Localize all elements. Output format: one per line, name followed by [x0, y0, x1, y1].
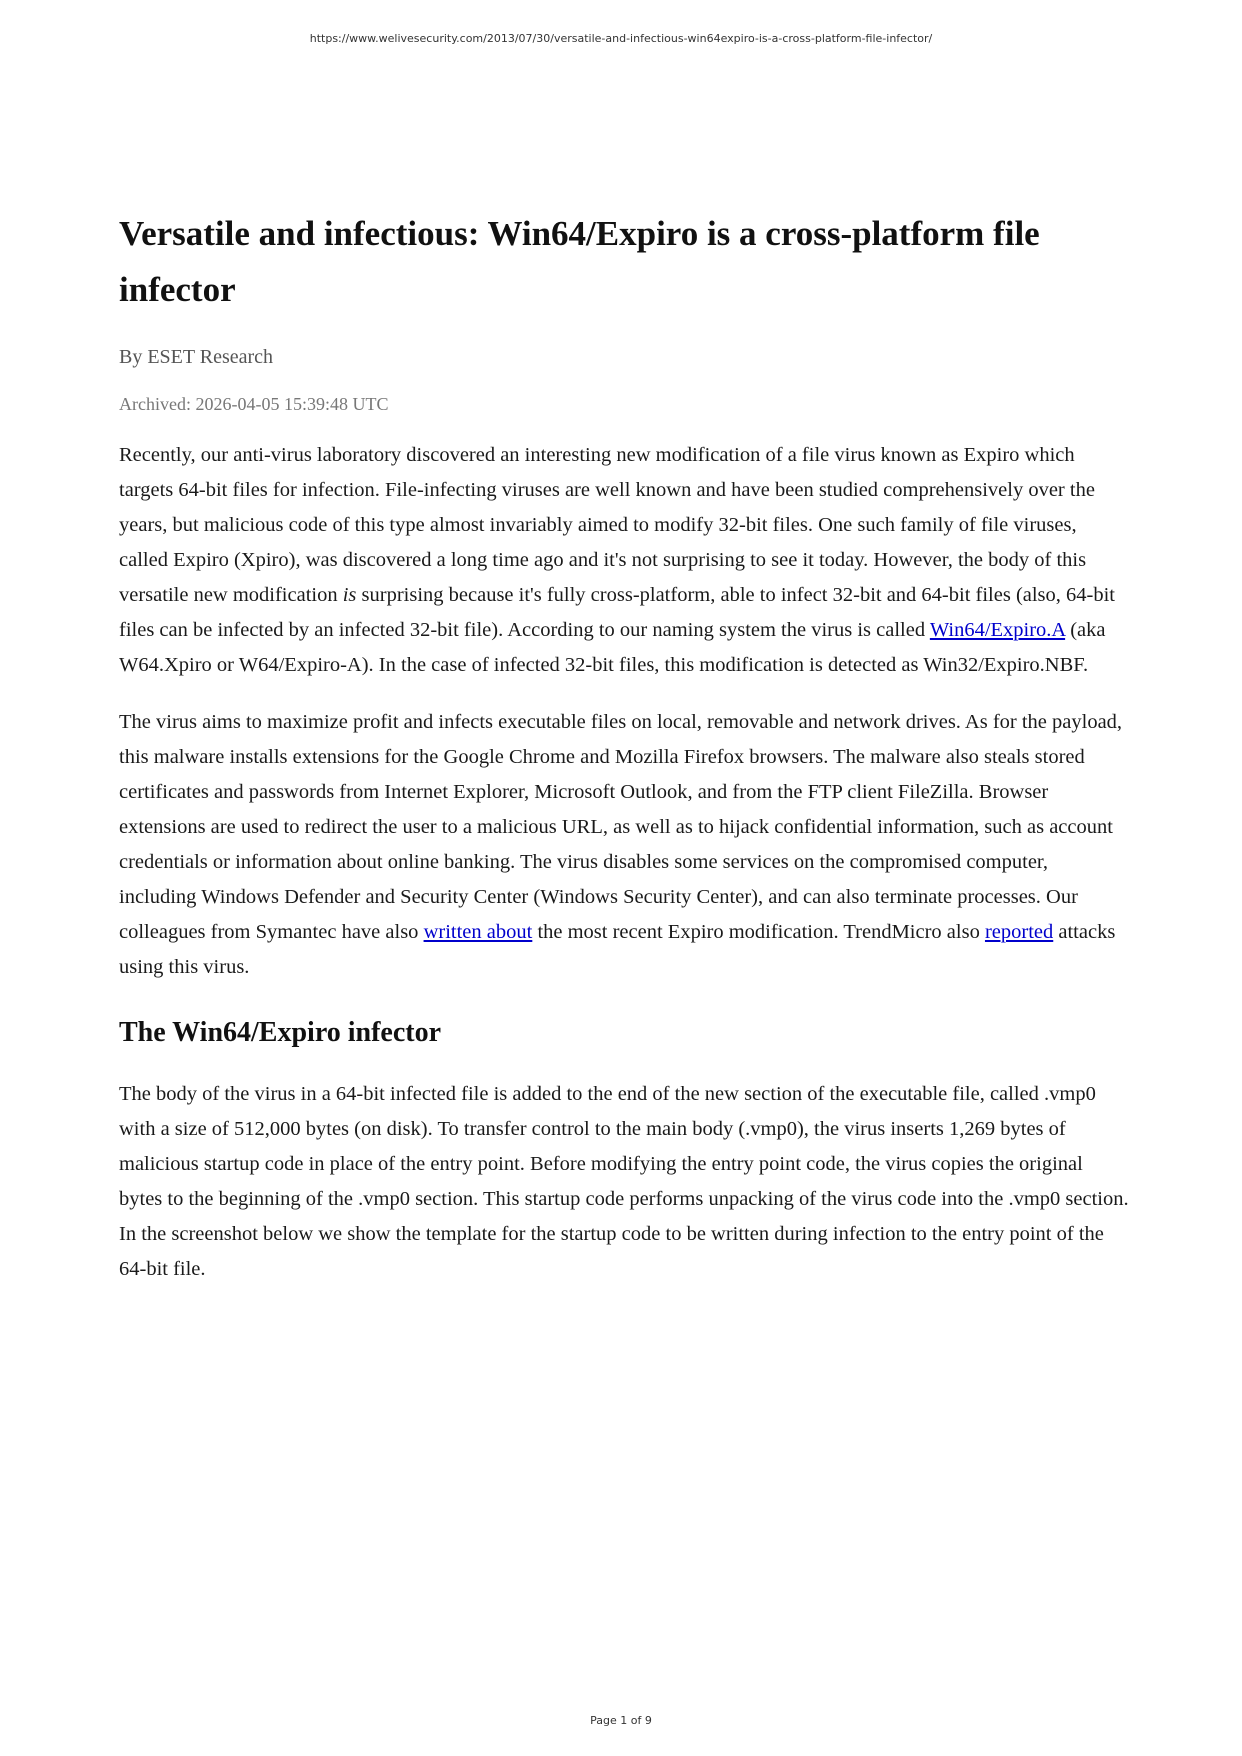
win64-expiro-link[interactable]: Win64/Expiro.A	[929, 619, 1066, 641]
paragraph-text: the most recent Expiro modification. TrendMicro also	[532, 921, 985, 943]
paragraph-infector: The body of the virus in a 64-bit infected file is added to the end of the new section of the executable file, called .vmp0 with a size of 512,000 bytes (on disk). To transfer control to the main body (.vmp0), the virus inserts 1,269 bytes of malicious startup code in place of the entry point. Before modifying the entry point code, the virus copies the original bytes to the beginning of the .vmp0 section. This startup code performs unpacking of the virus code into the .vmp0 section. In the screenshot below we show the template for the startup code to be written during infection to the entry point of the 64-bit file.	[119, 1083, 1129, 1280]
archived-timestamp: Archived: 2026-04-05 15:39:48 UTC	[119, 394, 389, 414]
paragraph-text: (aka W64.Xpiro or W64/Expiro-A). In the case of infected 32-bit files, this modification is detected as Win32/Expiro.NBF.	[119, 619, 1106, 676]
symantec-written-about-link[interactable]: written about	[423, 921, 533, 943]
paragraph-text: attacks using this virus.	[119, 921, 1116, 978]
source-url: https://www.welivesecurity.com/2013/07/30/versatile-and-infectious-win64expiro-is-a-cross-platform-file-infector/	[309, 32, 933, 45]
section-heading: The Win64/Expiro infector	[119, 1017, 442, 1048]
page-number: Page 1 of 9	[590, 1714, 652, 1727]
article-title: Versatile and infectious: Win64/Expiro is a cross-platform file infector	[119, 214, 1040, 309]
paragraph-text: The virus aims to maximize profit and infects executable files on local, removable and network drives. As for the payload, this malware installs extensions for the Google Chrome and Mozilla Firefox browsers. The malware also steals stored certificates and passwords from Internet Explorer, Microsoft Outlook, and from the FTP client FileZilla. Browser extensions are used to redirect the user to a malicious URL, as well as to hijack confidential information, such as account credentials or information about online banking. The virus disables some services on the compromised computer, including Windows Defender and Security Center (Windows Security Center), and can also terminate processes. Our colleagues from Symantec have also	[119, 711, 1123, 943]
paragraph-payload	[119, 705, 1129, 985]
article-body	[119, 206, 1129, 1287]
paragraph-intro	[119, 438, 1129, 683]
trendmicro-reported-link[interactable]: reported	[984, 921, 1054, 943]
emphasis-text: is	[342, 584, 357, 606]
paragraph-text: surprising because it's fully cross-platform, able to infect 32-bit and 64-bit files (also, 64-bit files can be infected by an infected 32-bit file). According to our naming system the virus is called	[119, 584, 1116, 641]
paragraph-text: Recently, our anti-virus laboratory discovered an interesting new modification of a file virus known as Expiro which targets 64-bit files for infection. File-infecting viruses are well known and have been studied comprehensively over the years, but malicious code of this type almost invariably aimed to modify 32-bit files. One such family of file viruses, called Expiro (Xpiro), was discovered a long time ago and it's not surprising to see it today. However, the body of this versatile new modification	[119, 444, 1095, 606]
article-byline: By ESET Research	[119, 346, 274, 368]
